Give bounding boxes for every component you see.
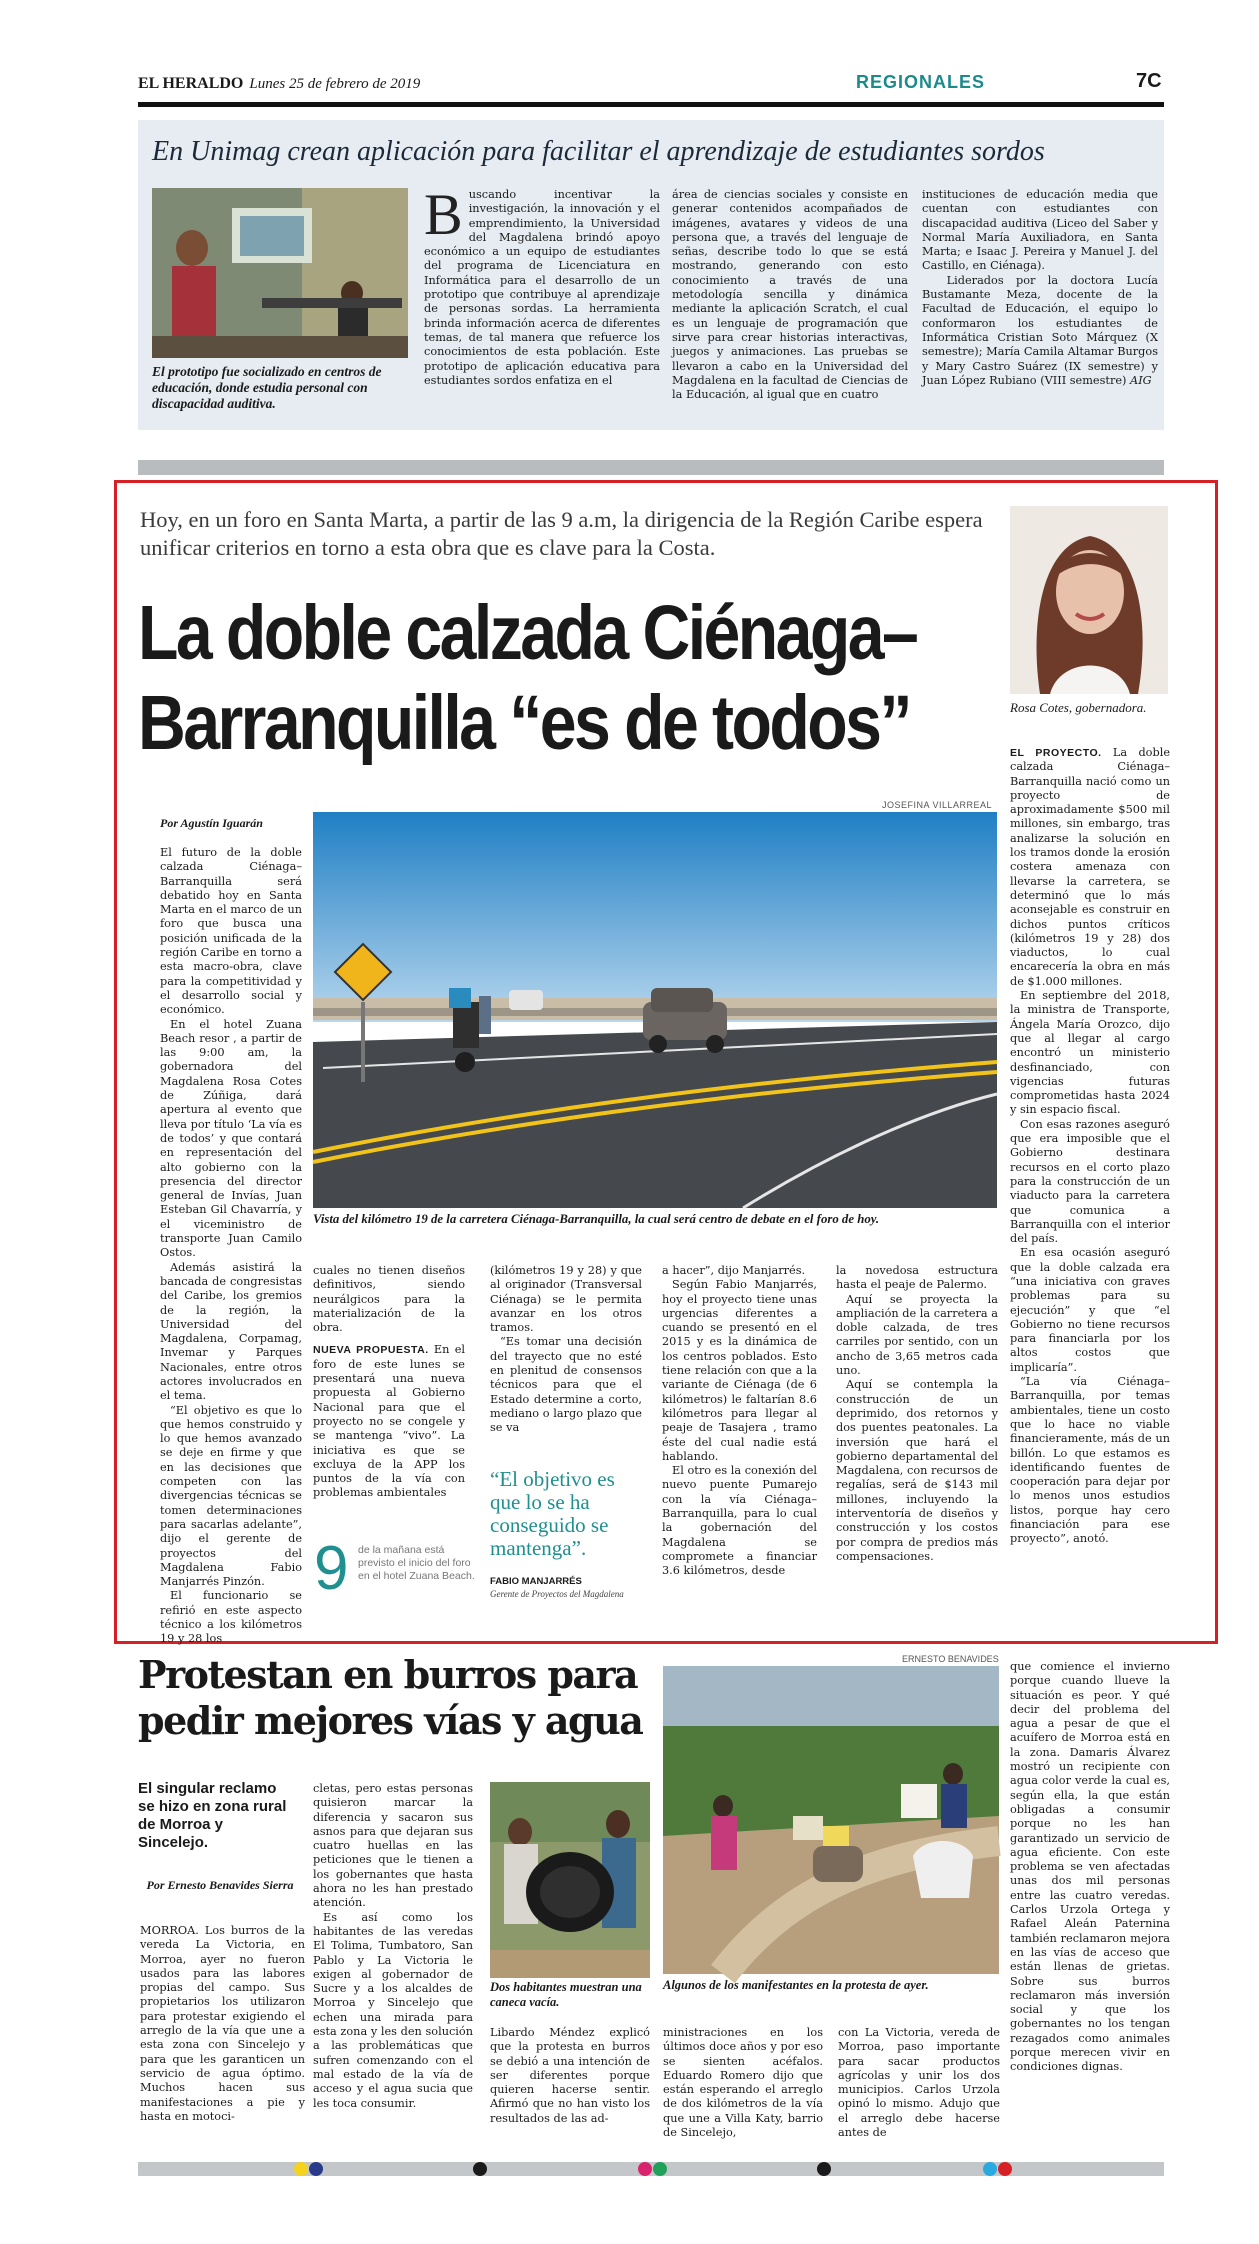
main-headline xyxy=(138,588,917,768)
bottom-headline: Protestan en burros para pedir mejores vías y agua xyxy=(138,1652,643,1743)
registration-dot xyxy=(309,2162,323,2176)
pull-quote: “El objetivo es que lo se ha conseguido se mantenga”. xyxy=(490,1467,615,1560)
bucket-photo-caption: Dos habitantes muestran una caneca vacía. xyxy=(490,1980,642,2009)
pull-quote-role: Gerente de Proyectos del Magdalena xyxy=(490,1589,624,1599)
subhead-nueva-propuesta: NUEVA PROPUESTA. xyxy=(313,1344,429,1357)
protest-photo-caption: Algunos de los manifestantes en la protesta de ayer. xyxy=(663,1978,929,1992)
paragraph: En septiembre del 2018, la ministra de Transporte, Ángela María Orozco, dijo que al llegar al cargo encontró un ministerio desfinanciado, con vigencias futuras comprometidas hasta 2024 y sin espacio fiscal. xyxy=(1010,989,1170,1117)
issue-date: Lunes 25 de febrero de 2019 xyxy=(249,76,421,92)
top-story-column-1 xyxy=(424,182,660,416)
highway-photo xyxy=(313,812,997,1208)
registration-dot xyxy=(473,2162,487,2176)
top-story-text-1: uscando incentivar la investigación, la innovación y el emprendimiento, la Universidad del Magdalena brindó apoyo económico a un equipo de estudiantes del programa de Licenciatura en Informática para el desarrollo de un prototipo que contribuye al aprendizaje de personas sordas. La herramienta brinda información acerca de diferentes temas, de tal manera que refuerce los conocimientos de esta población. Este prototipo de aplicación educativa para estudiantes sordos enfatiza en el xyxy=(424,188,660,387)
portrait-caption: Rosa Cotes, gobernadora. xyxy=(1010,700,1147,715)
paragraph: a hacer”, dijo Manjarrés. xyxy=(662,1264,806,1277)
headline-line-2: Barranquilla “es de todos” xyxy=(138,680,910,766)
registration-dot xyxy=(817,2162,831,2176)
bottom-column-2: Libardo Méndez explicó que la protesta en burros se debió a una intención de ser diferentes porque quieren hacerse sentir. Afirmó que no han visto los resultados de las ad- xyxy=(490,2026,650,2125)
paragraph: El futuro de la doble calzada Ciénaga–Barranquilla será debatido hoy en Santa Marta en el marco de un foro que busca una posición unificada de la región Caribe en torno a esta macro-obra, clave para la competitividad y el desarrollo social y económico. xyxy=(160,846,302,1017)
pull-quote-name: FABIO MANJARRÉS xyxy=(490,1576,582,1587)
registration-dot xyxy=(653,2162,667,2176)
paragraph: cuales no tienen diseños definitivos, siendo neurálgicos para la materialización de la obra. xyxy=(313,1264,465,1335)
top-story-text-3b: Liderados por la doctora Lucía Bustamante Meza, docente de la Facultad de Educación, el equipo lo conformaron los estudiantes de Informática Cristian Soto Márquez (X semestre); María Camila Altamar Burgos y Mary Castro Suárez (IX semestre) y Juan López Rubiano (VIII semestre) xyxy=(922,273,1158,387)
top-story-text-3a: instituciones de educación media que cuentan con estudiantes con discapacidad auditiva (Liceo del Saber y Normal María Auxiliadora, en Santa Marta; e Isaac J. Pereira y Manuel J. del Castillo, en Ciénaga). xyxy=(922,188,1158,273)
bucket-photo xyxy=(490,1782,650,1978)
top-story-column-2: área de ciencias sociales y consiste en generar contenidos acompañados de imágenes, avatares y videos de una persona que, a través del lenguaje de señas, describe todo lo que se está mostrando, generando con esto conocimiento a través de una metodología sencilla y dinámica mediante la aplicación Scratch, el cual es un lenguaje de programación que sirve para crear historias interactivas, juegos y animaciones. Las pruebas se llevaron a cabo en la Universidad del Magdalena en la facultad de Ciencias de la Educación, al igual que en cuatro xyxy=(672,188,908,402)
protest-photo-credit: ERNESTO BENAVIDES xyxy=(902,1654,999,1664)
paragraph: cletas, pero estas personas quisieron marcar la diferencia y sacaron sus asnos para que dejaran sus cuatro huellas en las peticiones que le tienen a los gobernantes que hasta ahora no les han prestado atención. xyxy=(313,1782,473,1910)
drop-cap: B xyxy=(424,182,463,247)
paragraph: En esa ocasión aseguró que la doble calzada era “una iniciativa con graves problemas para su ejecución” y que “el Gobierno no tiene recursos para financiarla por los altos costos que implicaría”. xyxy=(1010,1246,1170,1374)
top-story-caption: El prototipo fue socializado en centros de educación, donde estudia personal con discapacidad auditiva. xyxy=(152,364,382,411)
paragraph: “La vía Ciénaga–Barranquilla, por temas ambientales, tiene un costo que lo hace no viable financieramente, más de un billón. Lo que estamos es identificando fuentes de cooperación para dejar por lo menos unos estudios listos, porque hay cero financiación para ese proyecto”, anotó. xyxy=(1010,1375,1170,1546)
main-column-0 xyxy=(160,846,302,1646)
masthead xyxy=(138,74,420,93)
page-number: 7C xyxy=(1136,70,1162,92)
header-rule xyxy=(138,102,1164,107)
main-byline: Por Agustín Iguarán xyxy=(160,816,263,830)
paragraph: NUEVA PROPUESTA. En el foro de este lunes se presentará una nueva propuesta al Gobierno Nacional para que el proyecto no se congele y se mantenga “vivo”. La iniciativa es que se excluya de la APP los puntos de la vía con problemas ambientales xyxy=(313,1343,465,1500)
paper-name: EL HERALDO xyxy=(138,75,244,92)
registration-dot xyxy=(294,2162,308,2176)
paragraph: Además asistirá la bancada de congresistas del Caribe, los gremios de la región, la Universidad del Magdalena, Corpamag, Invemar y Parques Nacionales, entre otros actores involucrados en el tema. xyxy=(160,1260,302,1403)
paragraph: EL PROYECTO. La doble calzada Ciénaga–Barranquilla nació como un proyecto de aproximadamente $500 mil millones, sin embargo, tras analizarse la solución en los tramos donde la erosión costera amenaza con llevarse la carretera, se determinó que lo más aconsejable es construir en dichos puntos críticos (kilómetros 19 y 28) dos viaductos, lo cual encarecería la obra en más de $1.000 millones. xyxy=(1010,746,1171,988)
paragraph: Aquí se contempla la construcción de un deprimido, dos retornos y dos puentes peatonales. La inversión que hará el gobierno departamental del Magdalena, con recursos de regalías, será de $143 mil millones, incluyendo la interventoría de diseños y construcción y los costos por compra de predios más compensaciones. xyxy=(836,1378,998,1563)
main-column-3 xyxy=(662,1264,817,1604)
paragraph: “El objetivo es que lo que hemos construido y lo que hemos avanzado se deje en firme y que en las decisiones que competen con las divergencias técnicas se tomen determinaciones para sacarlas adelante”, dijo el gerente de proyectos del Magdalena Fabio Manjarrés Pinzón. xyxy=(160,1403,302,1589)
governor-portrait xyxy=(1010,506,1168,694)
bottom-byline: Por Ernesto Benavides Sierra xyxy=(146,1878,294,1892)
paragraph: Con esas razones aseguró que era imposible que el Gobierno destinara recursos en el corto plazo para la construcción de un viaducto para la carretera que comunica a Barranquilla con el interior del país. xyxy=(1010,1117,1170,1246)
paragraph: Según Fabio Manjarrés, hoy el proyecto tiene unas urgencias diferentes a cuando se presentó en el 2015 y es la dinámica de los centros poblados. Esto tiene relación con que a la variante de Ciénaga (de 6 kilómetros) le faltarían 8.6 kilómetros para llegar al peaje de Tasajera , tramo éste del cual nadie está hablando. xyxy=(662,1278,817,1463)
main-photo-caption: Vista del kilómetro 19 de la carretera Ciénaga-Barranquilla, la cual será centro de debate en el foro de hoy. xyxy=(313,1212,880,1226)
registration-dot xyxy=(983,2162,997,2176)
paragraph: “Es tomar una decisión del trayecto que no esté en plenitud de consensos técnicos para que el Estado determine a corto, mediano o largo plazo que se va xyxy=(490,1335,642,1435)
headline-line-1: La doble calzada Ciénaga– xyxy=(138,590,917,676)
fact-number: 9 xyxy=(314,1534,349,1603)
paragraph: Es así como los habitantes de las veredas El Tolima, Tumbatoro, San Pablo y La Victoria le exigen al gobernador de Sucre y a los alcaldes de Morroa y Sincelejo que echen una mirada para esta zona y les den solución a las problemáticas que sufren comenzando con el mal estado de la vía de acceso y el agua sucia que les toca consumir. xyxy=(313,1910,473,2110)
registration-dot xyxy=(638,2162,652,2176)
paragraph: la novedosa estructura hasta el peaje de Palermo. xyxy=(836,1264,998,1292)
main-column-5 xyxy=(1010,746,1170,1606)
fact-text: de la mañana está previsto el inicio del foro en el hotel Zuana Beach. xyxy=(358,1544,475,1582)
bottom-column-1 xyxy=(313,1782,473,2126)
bottom-column-3: ministraciones en los últimos doce años y por eso se sienten acéfalos. Eduardo Romero dijo que están esperando el arreglo de dos kilómetros de la vía que une a Villa Katy, barrio de Sincelejo, xyxy=(663,2026,823,2140)
main-kicker: Hoy, en un foro en Santa Marta, a partir de las 9 a.m, la dirigencia de la Región Caribe espera unificar criterios en torno a esta obra que es clave para la Costa. xyxy=(140,507,983,560)
paragraph: En el hotel Zuana Beach resor , a partir de las 9:00 am, la gobernadora del Magdalena Rosa Cotes de Zúñiga, dará apertura al evento que lleva por título ‘La vía es de todos’ y que contará en representación del alto gobierno con la presencia del director general de Invías, Juan Esteban Gil Chavarría, y el viceministro de transporte Juan Camilo Ostos. xyxy=(160,1017,302,1260)
main-column-2 xyxy=(490,1264,642,1435)
paragraph: Aquí se proyecta la ampliación de la carretera a doble calzada, de tres carriles por sentido, con un ancho de 3,65 metros cada uno. xyxy=(836,1292,998,1378)
subhead-el-proyecto: EL PROYECTO. xyxy=(1010,747,1102,759)
top-story-signature: AIG xyxy=(1130,373,1152,387)
protest-photo xyxy=(663,1666,999,1974)
top-story-photo xyxy=(152,188,408,358)
main-photo-credit: JOSEFINA VILLARREAL xyxy=(882,800,993,810)
bottom-column-0: MORROA. Los burros de la vereda La Victoria, en Morroa, ayer no fueron usados para las labores propias del campo. Sus propietarios los utilizaron para protestar exigiendo el arreglo de la vía que une a esta zona con Sincelejo y para que les garanticen un servicio de agua óptimo. Muchos hacen sus manifestaciones a pie y hasta en motoci- xyxy=(140,1924,305,2123)
bottom-column-5: que comience el invierno porque cuando llueve la situación es peor. Y qué decir del problema del agua a pesar de que el acuífero de Morroa está en la zona. Damaris Álvarez mostró un recipiente con agua color verde la cual es, según ella, la que están obligadas a consumir porque no les han garantizado un servicio de agua eficiente. Con este problema se ven afectadas unas dos mil personas entre las cuatro veredas. Carlos Urzola Ortega y Rafael Aleán Paternina también reclamaron mejora en las vías de acceso que están llenas de grietas. Sobre sus burros reclamaron más inversión social y que los gobernantes no los tengan rezagados como animales porque merecen vivir en condiciones dignas. xyxy=(1010,1660,1170,2074)
separator-bar xyxy=(138,460,1164,475)
paragraph: (kilómetros 19 y 28) y que al originador (Transversal Ciénaga) se le permita avanzar en los otros tramos. xyxy=(490,1264,642,1335)
top-story-title: En Unimag crean aplicación para facilitar el aprendizaje de estudiantes sordos xyxy=(152,136,1045,167)
paragraph: El otro es la conexión del nuevo puente Pumarejo con la vía Ciénaga–Barranquilla, para lo cual la gobernación del Magdalena se compromete a financiar 3.6 kilómetros, desde xyxy=(662,1464,817,1578)
paragraph: El funcionario se refirió en este aspecto técnico a los kilómetros 19 y 28 los xyxy=(160,1589,302,1646)
registration-dot xyxy=(998,2162,1012,2176)
bottom-deck: El singular reclamo se hizo en zona rural de Morroa y Sincelejo. xyxy=(138,1780,287,1851)
top-story-column-3 xyxy=(922,188,1158,416)
main-column-4 xyxy=(836,1264,998,1604)
section-name: REGIONALES xyxy=(856,72,986,92)
bottom-column-4: con La Victoria, vereda de Morroa, paso importante para sacar productos agrícolas y unir los dos municipios. Carlos Urzola opinó lo mismo. Adujo que el arreglo debe hacerse antes de xyxy=(838,2026,1000,2140)
